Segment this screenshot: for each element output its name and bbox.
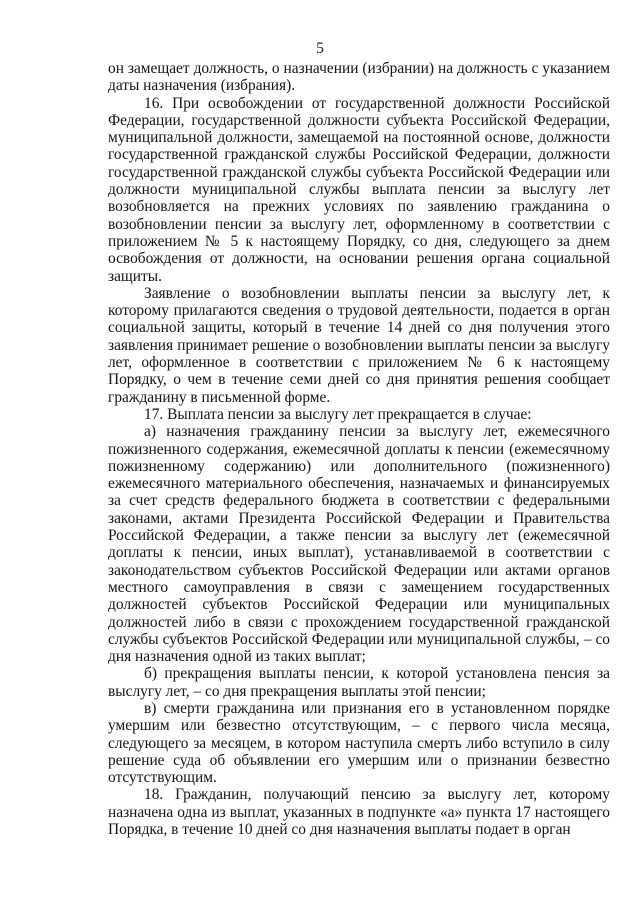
paragraph-18: 18. Гражданин, получающий пенсию за выслугу лет, которому назначена одна из выплат, указанных в подпункте «а» пункта 17 настоящего Порядка, в течение 10 дней со дня назначения выплаты подает в орган [108,786,610,839]
paragraph-17-v: в) смерти гражданина или признания его в установленном порядке умершим или безвестно отсутствующим, – с первого числа месяца, следующего за месяцем, в котором наступила смерть либо вступило в силу решение суда об объявлении его умершим или о признании безвестно отсутствующим. [108,699,610,787]
paragraph-resumption-application: Заявление о возобновлении выплаты пенсии за выслугу лет, к которому прилагаются сведения о трудовой деятельности, подается в орган социальной защиты, который в течение 14 дней со дня получения этого заявления принимает решение о возобновлении выплаты пенсии за выслугу лет, оформленное в соответствии с приложением № 6 к настоящему Порядку, о чем в течение семи дней со дня принятия решения сообщает гражданину в письменной форме. [108,284,610,406]
paragraph-17-a: а) назначения гражданину пенсии за выслугу лет, ежемесячного пожизненного содержания, ежемесячной доплаты к пенсии (ежемесячному пожизненному содержанию) или дополнительного (пожизненного) ежемесячного материального обеспечения, назначаемых и финансируемых за счет средств федерального бюджета в соответствии с федеральными законами, актами Президента Российской Федерации и Правительства Российской Федерации, а также пенсии за выслугу лет (ежемесячной доплаты к пенсии, иных выплат), устанавливаемой в соответствии с законодательством субъектов Российской Федерации или актами органов местного самоуправления в связи с замещением государственных должностей субъектов Российской Федерации или муниципальных должностей либо в связи с прохождением государственной гражданской службы субъектов Российской Федерации или муниципальной службы, – со дня назначения одной из таких выплат; [108,423,610,666]
paragraph-continuation: он замещает должность, о назначении (избрании) на должность с указанием даты назначения (избрания). [108,60,610,95]
page-number: 5 [316,40,324,57]
paragraph-17-b: б) прекращения выплаты пенсии, к которой установлена пенсия за выслугу лет, – со дня прекращения выплаты этой пенсии; [108,665,610,700]
paragraph-16: 16. При освобождении от государственной должности Российской Федерации, государственной должности субъекта Российской Федерации, муниципальной должности, замещаемой на постоянной основе, должности государственной гражданской службы Российской Федерации, должности государственной гражданской службы субъекта Российской Федерации или должности муниципальной службы выплата пенсии за выслугу лет возобновляется на прежних условиях по заявлению гражданина о возобновлении пенсии за выслугу лет, оформленному в соответствии с приложением № 5 к настоящему Порядку, со дня, следующего за днем освобождения от должности, на основании решения органа социальной защиты. [108,94,610,285]
paragraph-17: 17. Выплата пенсии за выслугу лет прекращается в случае: [144,405,532,423]
document-body [108,60,610,838]
